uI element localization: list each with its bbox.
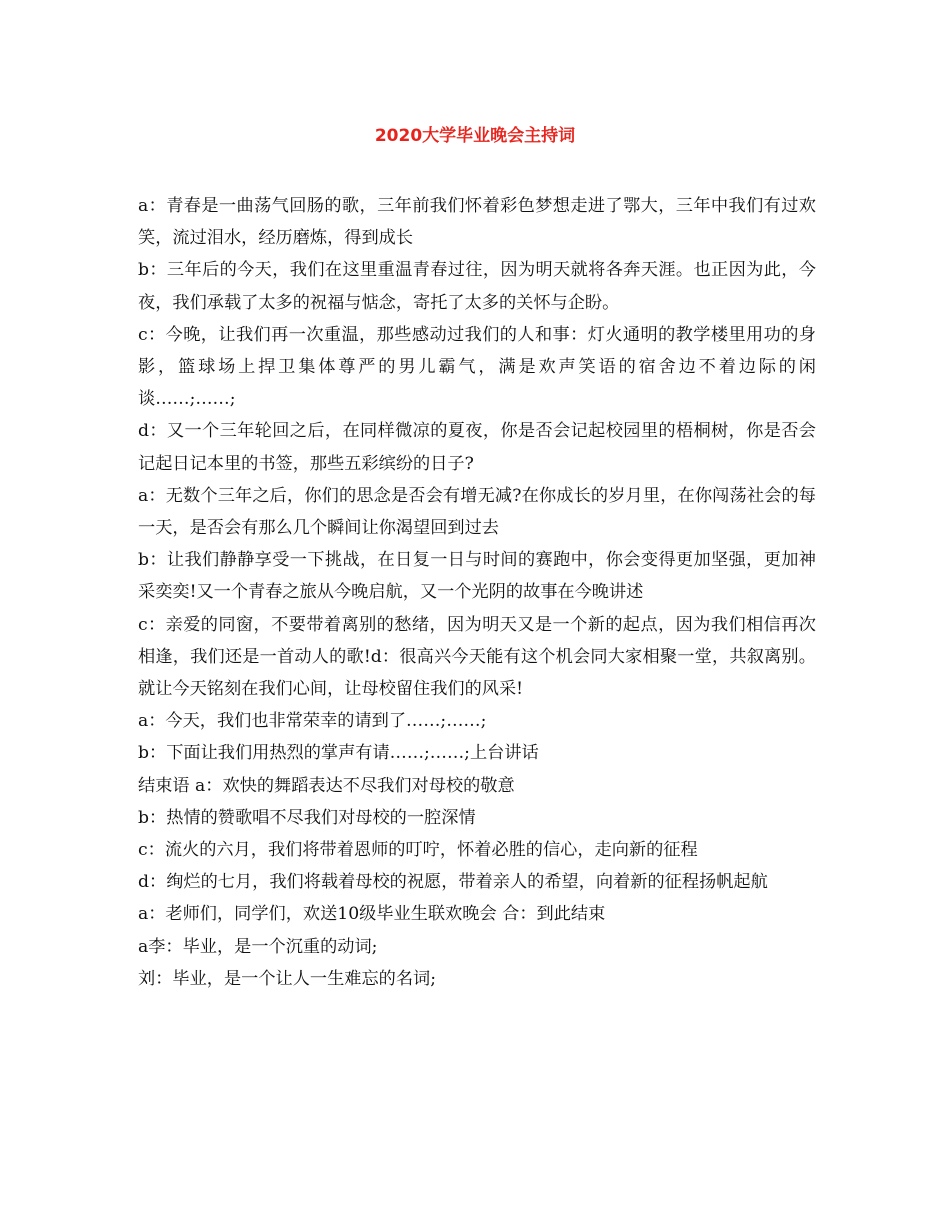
paragraph: b：三年后的今天，我们在这里重温青春过往，因为明天就将各奔天涯。也正因为此，今夜，我们承载了太多的祝福与惦念，寄托了太多的关怀与企盼。 (138, 260, 816, 313)
paragraph: b：让我们静静享受一下挑战，在日复一日与时间的赛跑中，你会变得更加坚强，更加神采奕奕!又一个青春之旅从今晚启航，又一个光阴的故事在今晚讲述 (138, 550, 816, 603)
document-body (138, 190, 816, 995)
paragraph: a李：毕业，是一个沉重的动词; (138, 936, 378, 957)
paragraph: d：又一个三年轮回之后，在同样微凉的夏夜，你是否会记起校园里的梧桐树，你是否会记起日记本里的书签，那些五彩缤纷的日子? (138, 421, 816, 474)
paragraph: a：无数个三年之后，你们的思念是否会有增无减?在你成长的岁月里，在你闯荡社会的每一天，是否会有那么几个瞬间让你渴望回到过去 (138, 485, 816, 539)
document-title: 2020大学毕业晚会主持词 (374, 126, 576, 146)
paragraph: b：下面让我们用热烈的掌声有请……;……;上台讲话 (138, 743, 539, 764)
paragraph: c：亲爱的同窗，不要带着离别的愁绪，因为明天又是一个新的起点，因为我们相信再次相逢，我们还是一首动人的歌!d：很高兴今天能有这个机会同大家相聚一堂，共叙离别。就让今天铭刻在我们心间，让母校留住我们的风采! (138, 614, 816, 700)
paragraph: b：热情的赞歌唱不尽我们对母校的一腔深情 (138, 807, 476, 828)
paragraph: a：青春是一曲荡气回肠的歌，三年前我们怀着彩色梦想走进了鄂大，三年中我们有过欢笑，流过泪水，经历磨炼，得到成长 (138, 196, 816, 249)
paragraph: d：绚烂的七月，我们将载着母校的祝愿，带着亲人的希望，向着新的征程扬帆起航 (138, 872, 768, 893)
paragraph: a：今天，我们也非常荣幸的请到了……;……; (138, 711, 487, 732)
paragraph: c：今晚，让我们再一次重温，那些感动过我们的人和事：灯火通明的教学楼里用功的身影，篮球场上捍卫集体尊严的男儿霸气，满是欢声笑语的宿舍边不着边际的闲谈……;……; (138, 324, 816, 410)
paragraph: 结束语 a：欢快的舞蹈表达不尽我们对母校的敬意 (138, 775, 515, 796)
paragraph: c：流火的六月，我们将带着恩师的叮咛，怀着必胜的信心，走向新的征程 (138, 840, 698, 861)
paragraph: a：老师们，同学们，欢送10级毕业生联欢晚会 合：到此结束 (138, 904, 606, 925)
paragraph: 刘：毕业，是一个让人一生难忘的名词; (138, 968, 436, 989)
